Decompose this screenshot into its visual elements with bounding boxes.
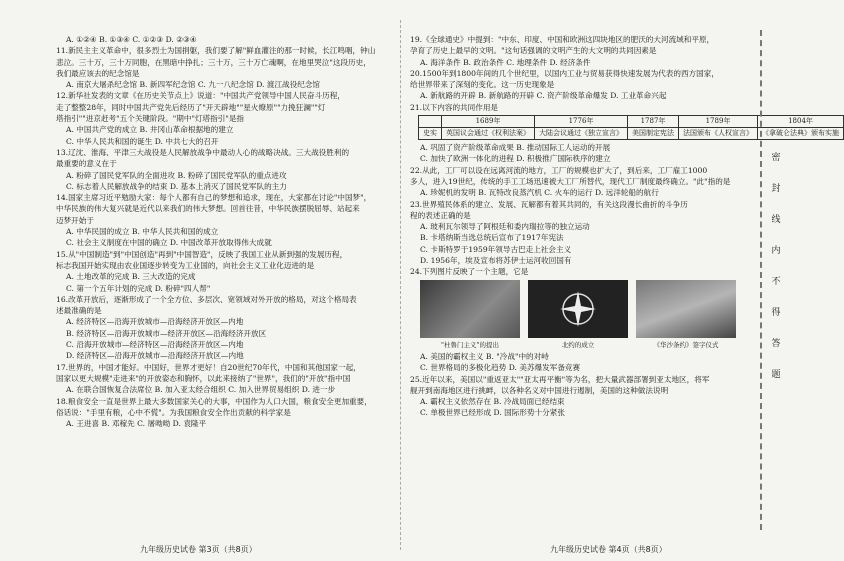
text-line: 我们最应该去的纪念馆是: [56, 68, 140, 78]
warsaw-pact-photo: [636, 280, 736, 338]
question-24-photos: [420, 280, 742, 338]
text-line: D. 1956年，埃及宣布将苏伊士运河收回国有: [420, 256, 572, 266]
history-events-table: [418, 115, 844, 140]
table-header: 1689年: [442, 116, 535, 128]
text-line: A. 巩固了资产阶级革命成果 B. 推动国际工人运动的开展: [420, 143, 611, 153]
text-line: C. 卡斯特罗于1959年领导古巴走上社会主义: [420, 244, 572, 254]
table-header: 1787年: [628, 116, 679, 128]
text-line: A. 粉碎了国民党军队的全面进攻 B. 粉碎了国民党军队的重点进攻: [66, 170, 287, 180]
text-line: 述最准确的是: [56, 306, 102, 316]
page-divider: [400, 20, 401, 550]
text-line: 14.国家主席习近平勉励大家：每个人都有自己的梦想和追求，现在，大家都在讨论"中国梦"，: [56, 193, 372, 203]
page-4: [410, 34, 839, 419]
text-line: A. 美国的霸权主义 B. "冷战"中的对峙: [420, 351, 549, 361]
questions-19-21: [410, 34, 742, 113]
page-3: [56, 34, 390, 429]
text-line: C. 沿海开放城市—经济特区—沿海经济开放区—内地: [66, 340, 244, 350]
page-footer-right: 九年级历史试卷 第4页（共8页）: [550, 545, 667, 554]
text-line: 多人，进入19世纪，传统的手工工场迅速被大工厂所替代，现代工厂制度最终确立。"此"指的是: [410, 176, 731, 186]
photo-caption: "杜鲁门主义"的提出: [441, 340, 499, 349]
questions-21-24: [410, 142, 742, 278]
text-line: 塔指引""进京赶考"五个关键阶段。"期中"灯塔指引"是指: [56, 114, 245, 124]
text-line: 标志我国开始实现由农业国逐步转变为工业国的，向社会主义工业化迈进的是: [56, 260, 315, 270]
table-cell: 大陆会议通过《独立宣言》: [535, 128, 628, 140]
photo-caption: 北约的成立: [561, 340, 595, 349]
truman-photo: [420, 280, 520, 338]
text-line: 18.粮食安全一直是世界上最大多数国家关心的大事，中国作为人口大国，粮食安全更加重要，: [56, 396, 372, 406]
text-line: 给世界带来了深刻的变化。这一历史现象是: [410, 80, 555, 90]
table-row: [419, 116, 844, 128]
text-line: C. 世界格局的多极化趋势 D. 美苏爆发军备竞赛: [420, 363, 581, 373]
text-line: A. 珍妮机的发明 B. 瓦特改良蒸汽机 C. 火车的运行 D. 远洋轮船的航行: [420, 188, 659, 198]
text-line: A. 霸权主义依然存在 B. 冷战局面已经结束: [420, 397, 565, 407]
text-line: 最重要的意义在于: [56, 159, 117, 169]
text-line: A. 海洋条件 B. 政治条件 C. 地理条件 D. 经济条件: [420, 57, 591, 67]
text-line: A. 在联合国恢复合法席位 B. 加入亚太经合组织 C. 加入世界贸易组织 D. 进一步: [66, 385, 336, 395]
text-line: 孕育了历史上最早的文明。"这句话强调的文明产生的大文明的共同因素是: [410, 46, 657, 56]
text-line: A. 经济特区—沿海开放城市—沿海经济开放区—内地: [66, 317, 244, 327]
text-line: A. 南京大屠杀纪念馆 B. 新四军纪念馆 C. 九一八纪念馆 D. 渡江战役纪念馆: [66, 80, 321, 90]
text-line: 俗话说："手里有粮，心中不慌"。为我国粮食安全作出贡献的科学家是: [56, 407, 291, 417]
table-corner: [419, 116, 442, 128]
seal-text: [768, 150, 784, 398]
text-line: 走了整整28年，同时中国共产党先后经历了"开天辟地""星火燎原""力挽狂澜""灯: [56, 102, 326, 112]
text-line: 25.近年以来，美国以"重返亚太""亚太再平衡"等为名，把大量武器部署到亚太地区，将军: [410, 374, 710, 384]
table-header: 1789年: [679, 116, 758, 128]
text-line: 19.《全球通史》中提到："中东、印度、中国和欧洲这四块地区的肥沃的大河流域和平原，: [410, 35, 715, 44]
table-cell: 法国颁布《人权宣言》: [679, 128, 758, 140]
photo-captions: [420, 340, 742, 351]
text-line: C. 第一个五年计划的完成 D. 粉碎"四人帮": [66, 283, 211, 293]
text-line: 迈梦开始于: [56, 215, 94, 225]
table-row-head: 史实: [419, 128, 442, 140]
text-line: C. 社会主义制度在中国的确立 D. 中国改革开放取得伟大成就: [66, 238, 272, 248]
text-line: D. 经济特区—沿海开放城市—沿海经济开放区—内地: [66, 351, 244, 361]
text-line: 17.世界的，中国才能好。中国好，世界才更好！自20世纪70年代，中国和其他国家一起，: [56, 362, 361, 372]
text-line: 22.从此，工厂可以设在远离河流的地方，工厂的规模也扩大了，到后来，工厂雇工1000: [410, 165, 708, 175]
text-line: A. ①②④ B. ①③④ C. ①②③ D. ②③④: [66, 35, 197, 44]
text-line: 20.1500年到1800年间的几个世纪里，以国内工业与贸易获得快速发展为代表的西方国家，: [410, 68, 719, 78]
text-line: A. 土地改革的完成 B. 三大改造的完成: [66, 272, 196, 282]
text-line: A. 新航路的开辟 B. 新航路的开辟 C. 资产阶级革命爆发 D. 工业革命兴起: [420, 91, 667, 101]
text-line: 11.新民主主义革命中，很多烈士为国捐躯，我们要了解"鲜血灌注的那一时候，长江鸣咽，钟山: [56, 46, 376, 56]
table-cell: 英国议会通过《权利法案》: [442, 128, 535, 140]
nato-star-icon: [558, 289, 598, 329]
text-line: 舰开到南海地区进行挑衅，以各种名义对中国进行遏制，美国的这种做法说明: [410, 385, 669, 395]
text-line: 13.辽沈、淮海、平津三大战役是人民解放战争中最动人心的战略决战。三大战役胜利的: [56, 147, 350, 157]
seal-char: 题: [771, 370, 781, 380]
text-line: C. 加快了欧洲一体化的进程 D. 积极推广国际秩序的建立: [420, 154, 611, 164]
text-line: B. 卡塔纳斯当选总统后宣布了1917年宪法: [420, 233, 564, 243]
seal-char: 内: [771, 246, 781, 256]
text-line: C. 单极世界已经形成 D. 国际形势十分紧张: [420, 408, 565, 418]
text-line: 15.从"中国制造"到"中国创造"再到"中国智造"，反映了我国工业从新到强的发展历程，: [56, 249, 348, 259]
seal-char: 线: [771, 215, 781, 225]
table-cell: 《拿破仑法典》颁布实施: [758, 128, 844, 140]
seal-char: 答: [771, 339, 781, 349]
text-line: A. 玻利瓦尔领导了阿根廷和委内瑞拉等的独立运动: [420, 222, 590, 232]
text-line: A. 王进喜 B. 邓稼先 C. 屠呦呦 D. 袁隆平: [66, 419, 207, 429]
seal-char: 得: [771, 308, 781, 318]
table-row: [419, 128, 844, 140]
text-line: 16.改革开放后，逐渐形成了一个全方位、多层次、宽领域对外开放的格局，对这个格局表: [56, 294, 357, 304]
text-line: B. 经济特区—沿海开放城市—经济开放区—沿海经济开放区: [66, 328, 267, 338]
text-line: 23.世界殖民体系的建立、发展、瓦解都有着其共同的，有关这段漫长曲折的斗争历: [410, 199, 688, 209]
text-line: C. 中华人民共和国的诞生 D. 中共七大的召开: [66, 136, 219, 146]
seal-char: 封: [771, 184, 781, 194]
page-footer-left: 九年级历史试卷 第3页（共8页）: [140, 545, 257, 554]
photo-caption: 《华沙条约》签字仪式: [653, 340, 719, 349]
text-line: 21.以下内容的共同作用是: [410, 102, 499, 112]
text-line: 程的表述正确的是: [410, 210, 471, 220]
text-line: 悲泣。三十万，三十万同胞，在黑暗中挣扎；三十万，三十万亡魂啊，在地里哭泣"这段历史，: [56, 57, 371, 67]
seal-line: [760, 30, 762, 530]
text-line: 国家以更大规模"走进来"的开放姿态和胸怀，以此来接纳了"世界"，我们的"开放"指中国: [56, 373, 351, 383]
table-header: 1804年: [758, 116, 844, 128]
text-line: 24.下列图片反映了一个主题，它是: [410, 267, 529, 277]
table-header: 1776年: [535, 116, 628, 128]
questions-24-25: [410, 351, 742, 419]
text-line: A. 中华民国的成立 B. 中华人民共和国的成立: [66, 227, 219, 237]
text-line: A. 中国共产党的成立 B. 井冈山革命根据地的建立: [66, 125, 234, 135]
seal-char: 不: [771, 277, 781, 287]
text-line: C. 标志着人民解放战争的结束 D. 基本上消灭了国民党军队的主力: [66, 181, 287, 191]
text-line: 中华民族的伟大复兴就是近代以来我们的伟大梦想。回首往昔，中华民族摆脱屈辱、站起来: [56, 204, 360, 214]
seal-char: 密: [771, 153, 781, 163]
nato-emblem-photo: [528, 280, 628, 338]
text-line: 12.新华社发表的文章《在历史关节点上》说道："中国共产党领导中国人民奋斗历程，: [56, 91, 345, 101]
table-cell: 美国制定宪法: [628, 128, 679, 140]
